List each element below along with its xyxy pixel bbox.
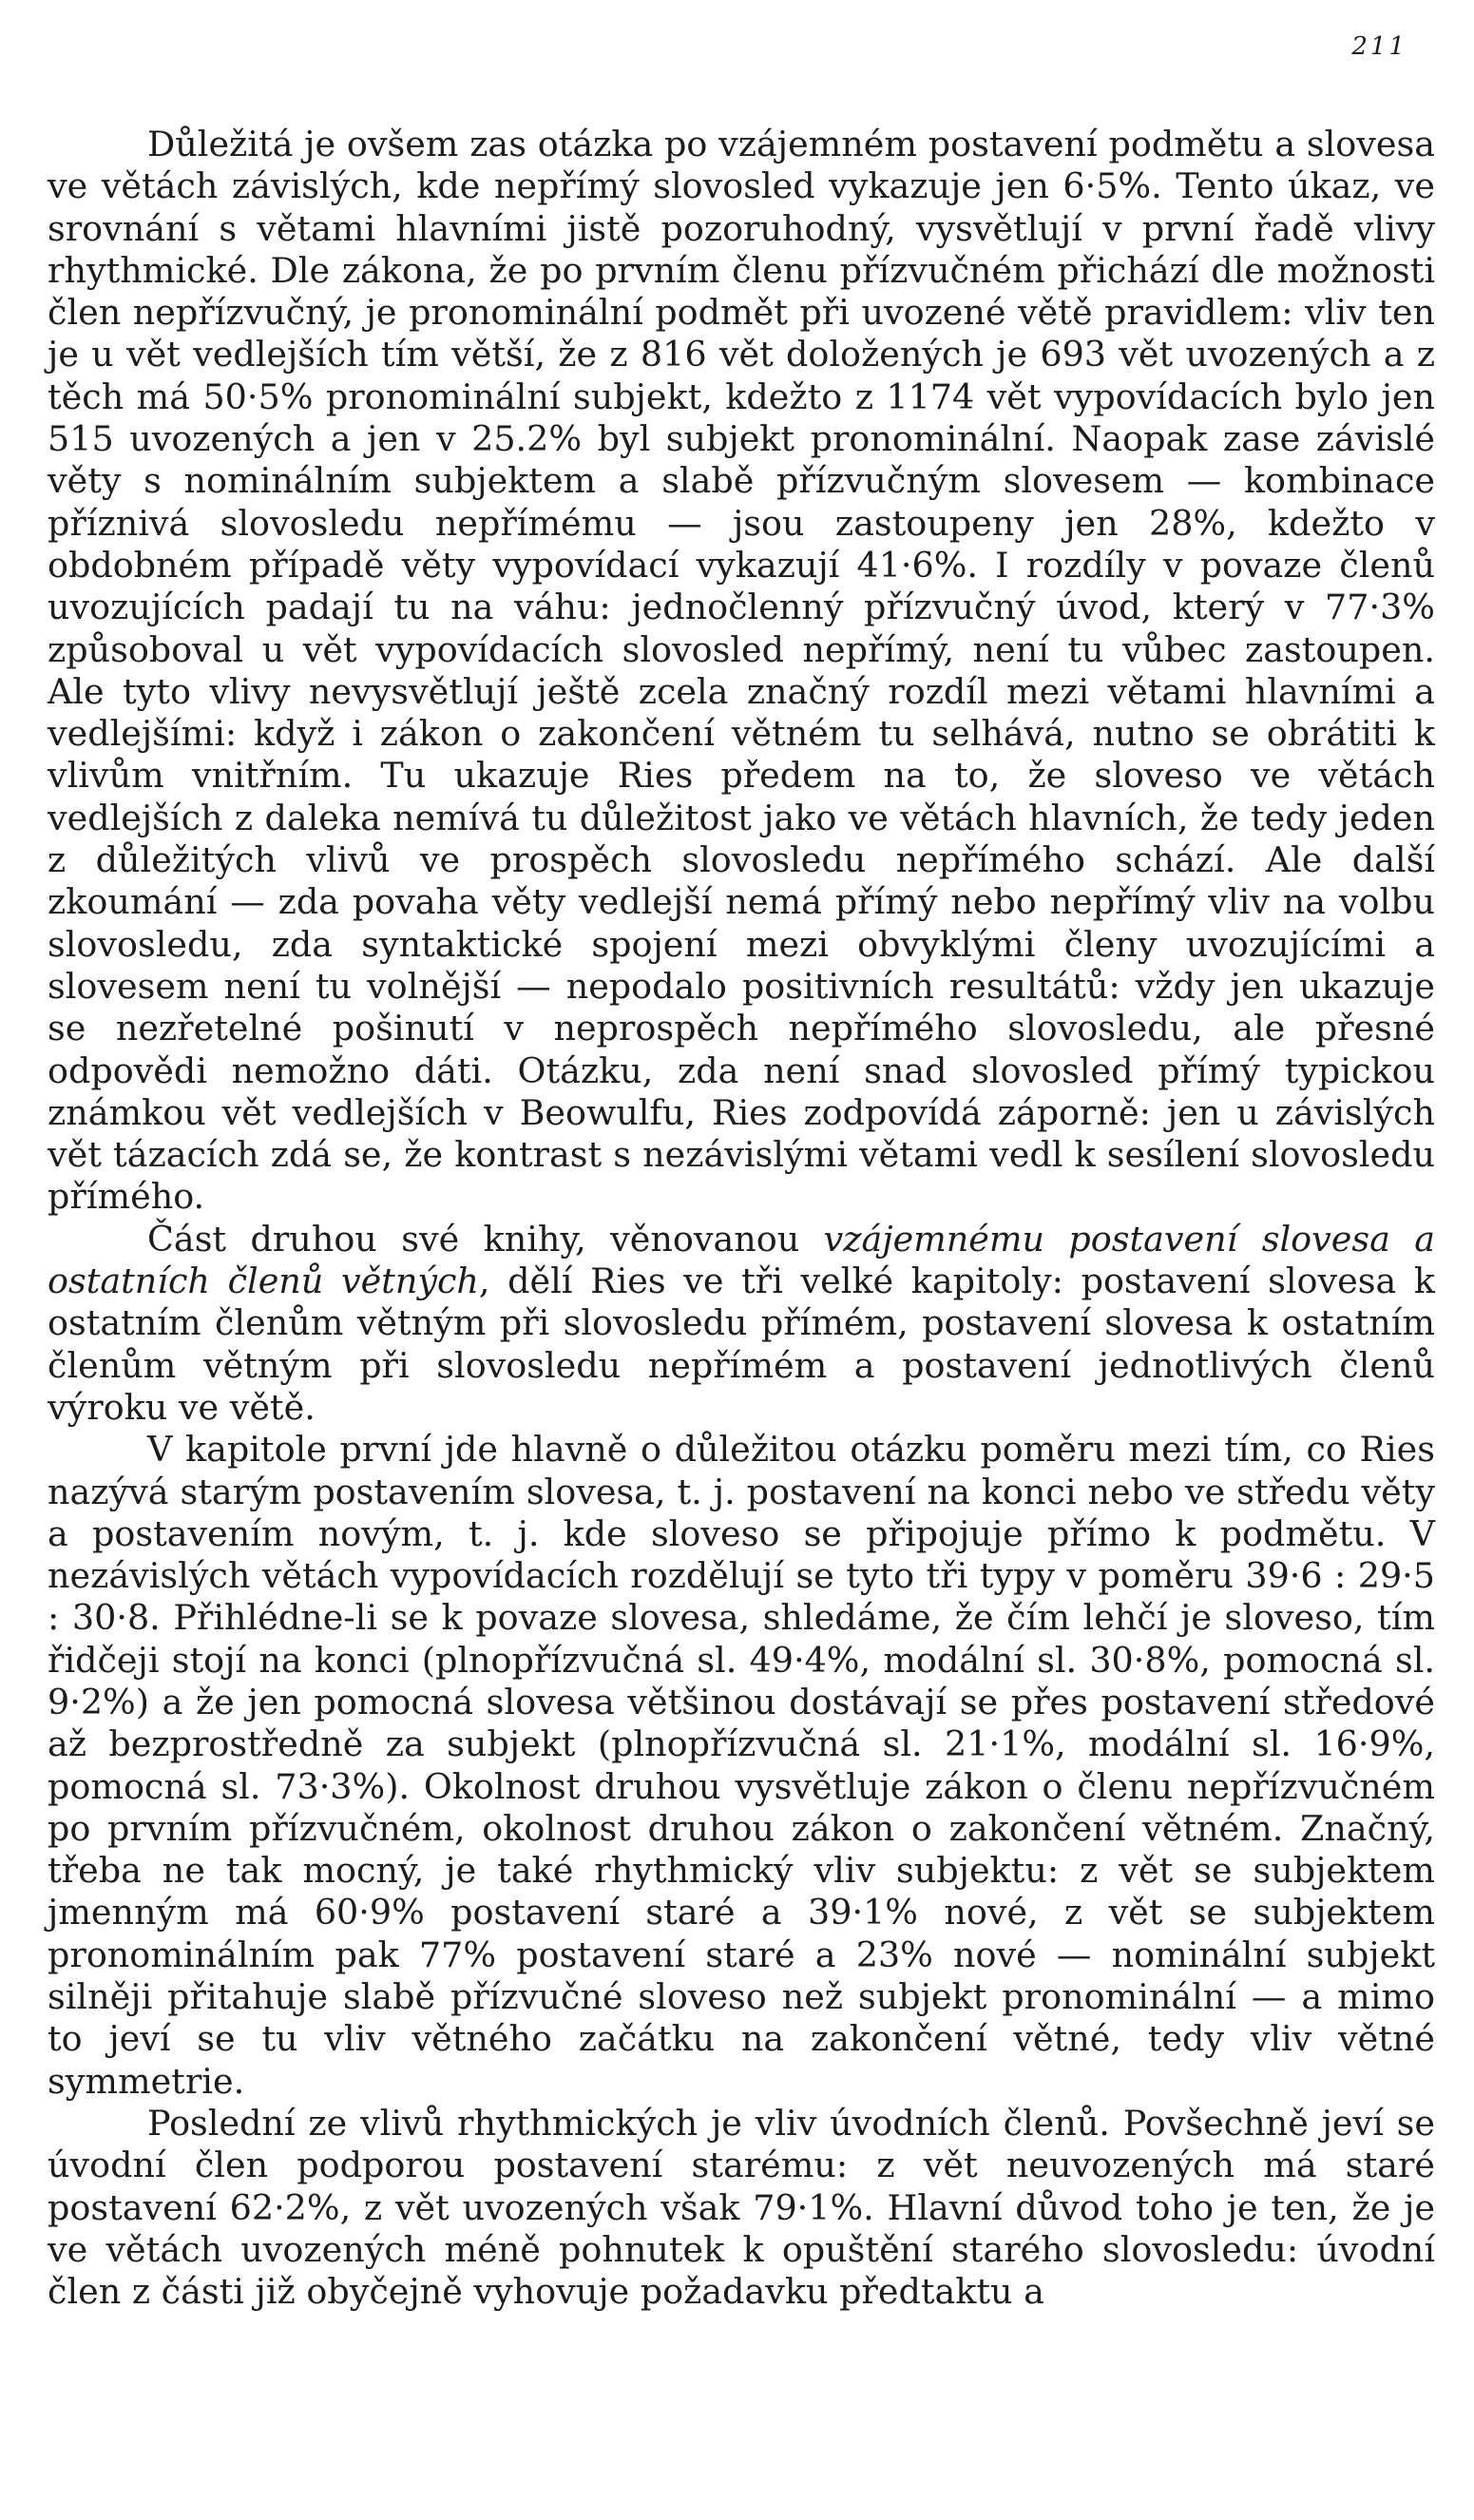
paragraph-3-text: V kapitole první jde hlavně o důležitou otázku poměru mezi tím, co Ries nazývá starým postavením slovesa, t. j. postavení na konci nebo ve středu věty a postavením novým, t. j. kde sloveso se připojuje přímo k podmětu. V nezávislých větách vypovídacích rozdělují se tyto tři typy v poměru 39·6 : 29·5 : 30·8. Přihlédne-li se k povaze slovesa, shledáme, že čím lehčí je sloveso, tím řidčeji stojí na konci (plnopřízvučná sl. 49·4%, modální sl. 30·8%, pomocná sl. 9·2%) a že jen pomocná slovesa většinou dostávají se přes postavení středové až bezprostředně za subjekt (plnopřízvučná sl. 21·1%, modální sl. 16·9%, pomocná sl. 73·3%). Okolnost druhou vysvětluje zákon o členu nepřízvučném po prvním přízvučném, okolnost druhou zákon o zakončení větném. Značný, třeba ne tak mocný, je také rhythmický vliv subjektu: z vět se subjektem jmenným má 60·9% postavení staré a 39·1% nové, z vět se subjektem pronominálním pak 77% postavení staré a 23% nové — nominální subjekt silněji přitahuje slabě přízvučné sloveso než subjekt pronominální — a mimo to jeví se tu vliv větného začátku na zakončení větné, tedy vliv větné symmetrie. [48,1429,1435,2102]
paragraph-4-text: Poslední ze vlivů rhythmických je vliv úvodních členů. Povšechně jeví se úvodní člen podporou postavení starému: z vět neuvozených má staré postavení 62·2%, z vět uvozených však 79·1%. Hlavní důvod toho je ten, že je ve větách uvozených méně pohnutek k opuštění starého slovosledu: úvodní člen z části již obyčejně vyhovuje požadavku předtaktu a [48,2102,1435,2313]
paragraph-1 [48,124,1435,1219]
body-text [48,124,1435,2313]
paragraph-4 [48,2103,1435,2313]
page-number: 211 [1351,32,1407,61]
paragraph-2-italic-phrase: vzájemnému postavení slovesa a ostatních členů větných [48,1218,1435,1302]
paragraph-1-text: Důležitá je ovšem zas otázka po vzájemném postavení podmětu a slovesa ve větách závislých, kde nepřímý slovosled vykazuje jen 6·5%. Tento úkaz, ve srovnání s větami hlavními jistě pozoruhodný, vysvětlují v první řadě vlivy rhythmické. Dle zákona, že po prvním členu přízvučném přichází dle možnosti člen nepřízvučný, je pronominální podmět při uvozené větě pravidlem: vliv ten je u vět vedlejších tím větší, že z 816 vět doložených je 693 vět uvozených a z těch má 50·5% pronominální subjekt, kdežto z 1174 vět vypovídacích bylo jen 515 uvozených a jen v 25.2% byl subjekt pronominální. Naopak zase závislé věty s nominálním subjektem a slabě přízvučným slovesem — kombinace příznivá slovosledu nepřímému — jsou zastoupeny jen 28%, kdežto v obdobném případě věty vypovídací vykazují 41·6%. I rozdíly v povaze členů uvozujících padají tu na váhu: jednočlenný přízvučný úvod, který v 77·3% způsoboval u vět vypovídacích slovosled nepřímý, není tu vůbec zastoupen. Ale tyto vlivy nevysvětlují ještě zcela značný rozdíl mezi větami hlavními a vedlejšími: když i zákon o zakončení větném tu selhává, nutno se obrátiti k vlivům vnitřním. Tu ukazuje Ries předem na to, že sloveso ve větách vedlejších z daleka nemívá tu důležitost jako ve větách hlavních, že tedy jeden z důležitých vlivů ve prospěch slovosledu nepřímého schází. Ale další zkoumání — zda povaha věty vedlejší nemá přímý nebo nepřímý vliv na volbu slovosledu, zda syntaktické spojení mezi obvyklými členy uvozujícími a slovesem není tu volnější — nepodalo positivních resultátů: vždy jen ukazuje se nezřetelné pošinutí v neprospěch nepřímého slovosledu, ale přesné odpovědi nemožno dáti. Otázku, zda není snad slovosled přímý typickou známkou vět vedlejších v Beowulfu, Ries zodpovídá záporně: jen u závislých vět tázacích zdá se, že kontrast s nezávislými větami vedl k sesílení slovosledu přímého. [48,124,1435,1218]
paragraph-3 [48,1429,1435,2103]
paragraph-2-text-end: , dělí Ries ve tři velké kapitoly: postavení slovesa k ostatním členům větným při slovosledu přímém, postavení slovesa k ostatním členům větným při slovosledu nepřímém a postavení jednotlivých členů výroku ve větě. [48,1260,1435,1428]
paragraph-2 [48,1219,1435,1429]
paragraph-2-text-start: Část druhou své knihy, věnovanou [147,1218,824,1260]
